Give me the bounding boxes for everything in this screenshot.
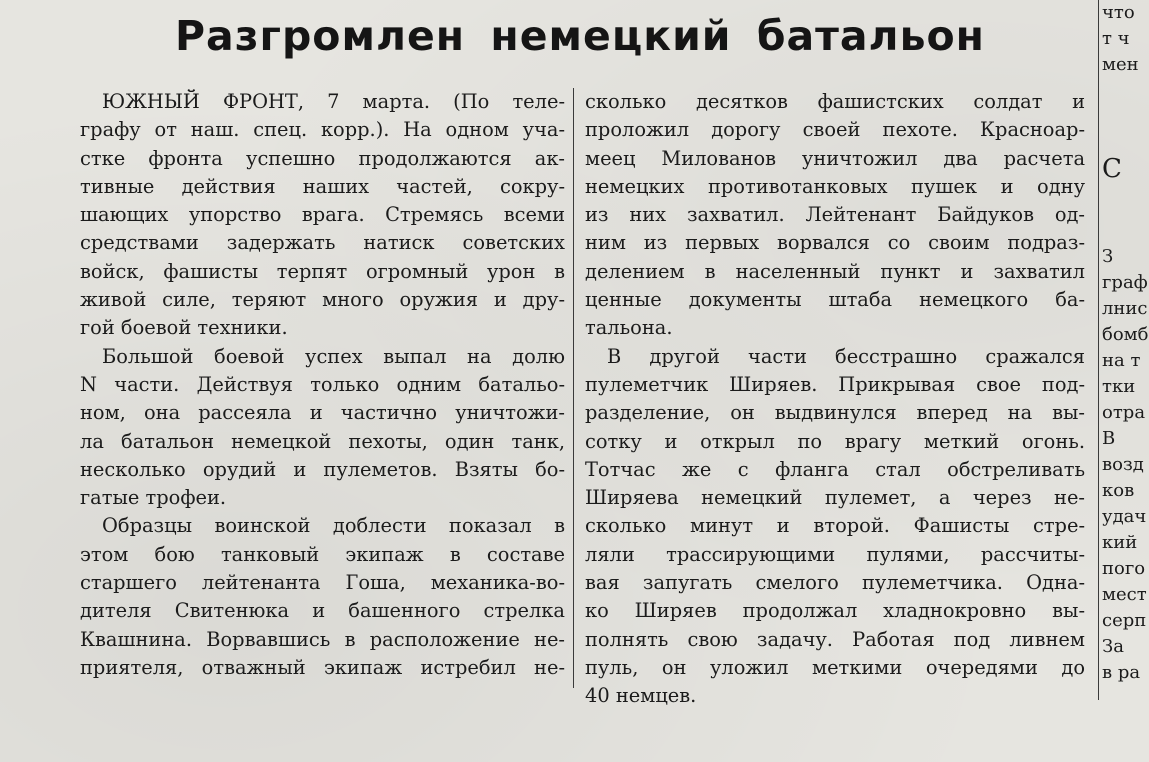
text-line: шающих упорство врага. Стремясь всеми (80, 203, 565, 227)
text-line: Квашнина. Ворвавшись в расположение не- (80, 627, 565, 651)
text-line: дителя Свитенюка и башенного стрелка (80, 599, 565, 623)
text-line: гатые трофеи. (80, 486, 227, 510)
fragment-line: граф (1102, 272, 1148, 293)
text-line: Образцы воинской доблести показал в (102, 514, 565, 538)
text-line: войск, фашисты терпят огромный урон в (80, 259, 565, 283)
text-line: В другой части бесстрашно сражался (607, 344, 1085, 368)
text-line: сколько минут и второй. Фашисты стре- (585, 514, 1085, 538)
text-line: ЮЖНЫЙ ФРОНТ, 7 марта. (По теле- (102, 90, 565, 113)
fragment-line: возд (1102, 454, 1144, 475)
adjacent-article-fragment-bottom (1102, 244, 1149, 686)
fragment-line: что (1102, 2, 1135, 23)
text-line: живой силе, теряют много оружия и дру- (80, 288, 565, 312)
text-line: тивные действия наших частей, сокру- (80, 174, 565, 198)
text-line: вая запугать смелого пулеметчика. Одна- (585, 571, 1085, 595)
text-line: разделение, он выдвинулся вперед на вы- (585, 401, 1085, 425)
text-line: пуль, он уложил меткими очередями до (585, 655, 1085, 679)
fragment-line: ков (1102, 480, 1135, 501)
column-divider-right (1098, 0, 1099, 700)
text-line: Ширяева немецкий пулемет, а через не- (585, 486, 1085, 510)
text-line: меец Милованов уничтожил два расчета (585, 146, 1085, 170)
text-line: делением в населенный пункт и захватил (585, 259, 1085, 283)
text-line: сколько десятков фашистских солдат и (585, 90, 1085, 113)
fragment-line: тки (1102, 376, 1136, 397)
article-column-middle (585, 88, 1085, 711)
article-column-left (80, 88, 565, 682)
text-line: ла батальон немецкой пехоты, один танк, (80, 429, 565, 453)
text-line: полнять свою задачу. Работая под ливнем (585, 627, 1085, 651)
adjacent-article-fragment-top (1102, 0, 1149, 78)
text-line: графу от наш. спец. корр.). На одном уча- (80, 118, 565, 142)
text-line: проложил дорогу своей пехоте. Красноар- (585, 118, 1085, 142)
text-line: гой боевой техники. (80, 316, 288, 340)
fragment-line: В (1102, 428, 1116, 449)
fragment-line: С (1102, 156, 1122, 182)
fragment-line: бомб (1102, 324, 1149, 345)
fragment-line: За (1102, 636, 1124, 657)
fragment-line: кий (1102, 532, 1138, 553)
fragment-line: удач (1102, 506, 1147, 527)
text-line: стке фронта успешно продолжаются ак- (80, 146, 565, 170)
adjacent-article-fragment-mid (1102, 156, 1149, 182)
text-line: ляли трассирующими пулями, рассчиты- (585, 542, 1085, 566)
fragment-line: мест (1102, 584, 1147, 605)
column-divider (573, 88, 574, 688)
text-line: ном, она рассеяла и частично уничтожи- (80, 401, 565, 425)
text-line: старшего лейтенанта Гоша, механика-во- (80, 571, 565, 595)
text-line: ко Ширяев продолжал хладнокровно вы- (585, 599, 1085, 623)
fragment-line: в ра (1102, 662, 1141, 683)
fragment-line: т ч (1102, 28, 1130, 49)
text-line: пулеметчик Ширяев. Прикрывая свое под- (585, 372, 1085, 396)
text-line: тальона. (585, 316, 673, 340)
text-line: ним из первых ворвался со своим подраз- (585, 231, 1085, 255)
fragment-line: мен (1102, 54, 1139, 75)
text-line: немецких противотанковых пушек и одну (585, 174, 1085, 198)
fragment-line: серп (1102, 610, 1147, 631)
text-line: приятеля, отважный экипаж истребил не- (80, 655, 565, 679)
text-line: этом бою танковый экипаж в составе (80, 542, 565, 566)
text-line: N части. Действуя только одним батальо- (80, 372, 565, 396)
text-line: ценные документы штаба немецкого ба- (585, 288, 1085, 312)
fragment-line: З (1102, 246, 1114, 267)
text-line: несколько орудий и пулеметов. Взяты бо- (80, 457, 565, 481)
fragment-line: отра (1102, 402, 1146, 423)
text-line: 40 немцев. (585, 684, 697, 708)
text-line: сотку и открыл по врагу меткий огонь. (585, 429, 1085, 453)
text-line: из них захватил. Лейтенант Байдуков од- (585, 203, 1085, 227)
text-line: средствами задержать натиск советских (80, 231, 565, 255)
fragment-line: пого (1102, 558, 1146, 579)
text-line: Тотчас же с фланга стал обстреливать (585, 457, 1085, 481)
fragment-line: на т (1102, 350, 1141, 371)
fragment-line: лнис (1102, 298, 1148, 319)
text-line: Большой боевой успех выпал на долю (102, 344, 565, 368)
headline: Разгромлен немецкий батальон (174, 12, 985, 60)
